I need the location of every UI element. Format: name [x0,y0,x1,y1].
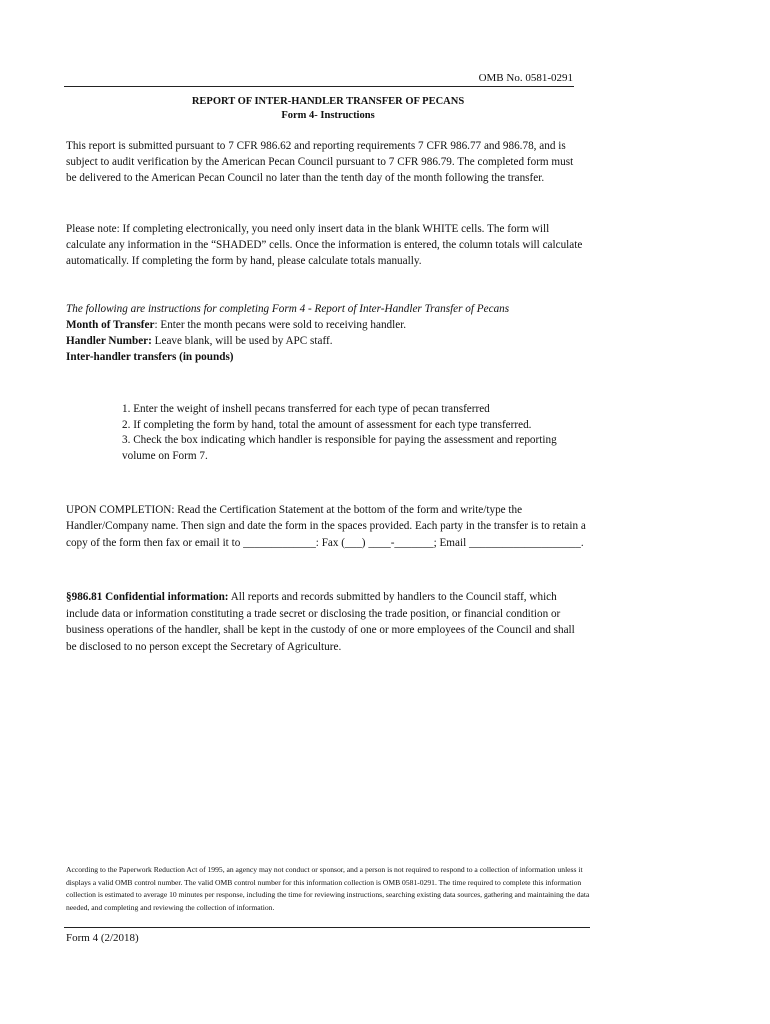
report-title: REPORT OF INTER-HANDLER TRANSFER OF PECANS [191,96,465,107]
footer-rule [64,927,590,928]
paperwork-notice: According to the Paperwork Reduction Act of 1995, an agency may not conduct or sponsor, and a person is not required to respond to a collection of information unless it displays a valid OMB control number. The valid OMB control number for this information collection is OMB 0581-0291. The time required to complete this information collection is estimated to average 10 minutes per response, including the time for reviewing instructions, searching existing data sources, gathering and maintaining the data needed, and completing and reviewing the collection of information. [66,865,590,912]
list-item: 1. Enter the weight of inshell pecans transferred for each type of pecan transferred [122,403,490,415]
confidential-text: All reports and records submitted by handlers to the Council staff, which include data or information constituting a trade secret or disclosing the trade position, or financial condition or business operations of the handler, shall be kept in the custody of one or more employees of the Council and shall be disclosed to no person except the Secretary of Agriculture. [66,591,575,653]
report-subtitle: Form 4- Instructions [281,110,375,121]
handler-number-label: Handler Number: [66,335,152,347]
confidential-label: §986.81 Confidential information: [66,591,229,603]
list-item: 2. If completing the form by hand, total the amount of assessment for each type transferred. [122,418,532,431]
header-rule [64,86,574,87]
omb-number: OMB No. 0581-0291 [478,72,573,84]
note-paragraph: Please note: If completing electronically, you need only insert data in the blank WHITE cells. The form will calculate any information in the “SHADED” cells. Once the information is entered, the column totals will calculate automatically. If completing the form by hand, please calculate totals manually. [66,223,583,268]
handler-number-text: Leave blank, will be used by APC staff. [151,335,333,347]
handler-number-row [66,333,586,349]
confidential-paragraph [66,589,586,655]
list-item: 3. Check the box indicating which handler is responsible for paying the assessment and reporting volume on Form 7. [122,434,557,462]
form-footer: Form 4 (2/2018) [66,932,139,944]
month-of-transfer-row [66,317,586,333]
instructions-intro: The following are instructions for completing Form 4 - Report of Inter-Handler Transfer of Pecans [66,303,510,315]
completion-paragraph: UPON COMPLETION: Read the Certification Statement at the bottom of the form and write/type the Handler/Company name. Then sign and date the form in the spaces provided. Each party in the transfer is to retain a copy of the form then fax or email it to _____________: Fax (___) ____-_______; Email ____________________. [66,504,586,549]
inter-handler-transfers-label: Inter-handler transfers (in pounds) [66,351,234,363]
instruction-list [122,402,592,464]
month-of-transfer-text: : Enter the month pecans were sold to receiving handler. [154,319,407,331]
month-of-transfer-label: Month of Transfer [66,319,155,331]
intro-paragraph: This report is submitted pursuant to 7 CFR 986.62 and reporting requirements 7 CFR 986.77 and 986.78, and is subject to audit verification by the American Pecan Council pursuant to 7 CFR 986.79. The completed form must be delivered to the American Pecan Council no later than the tenth day of the month following the transfer. [66,140,574,185]
